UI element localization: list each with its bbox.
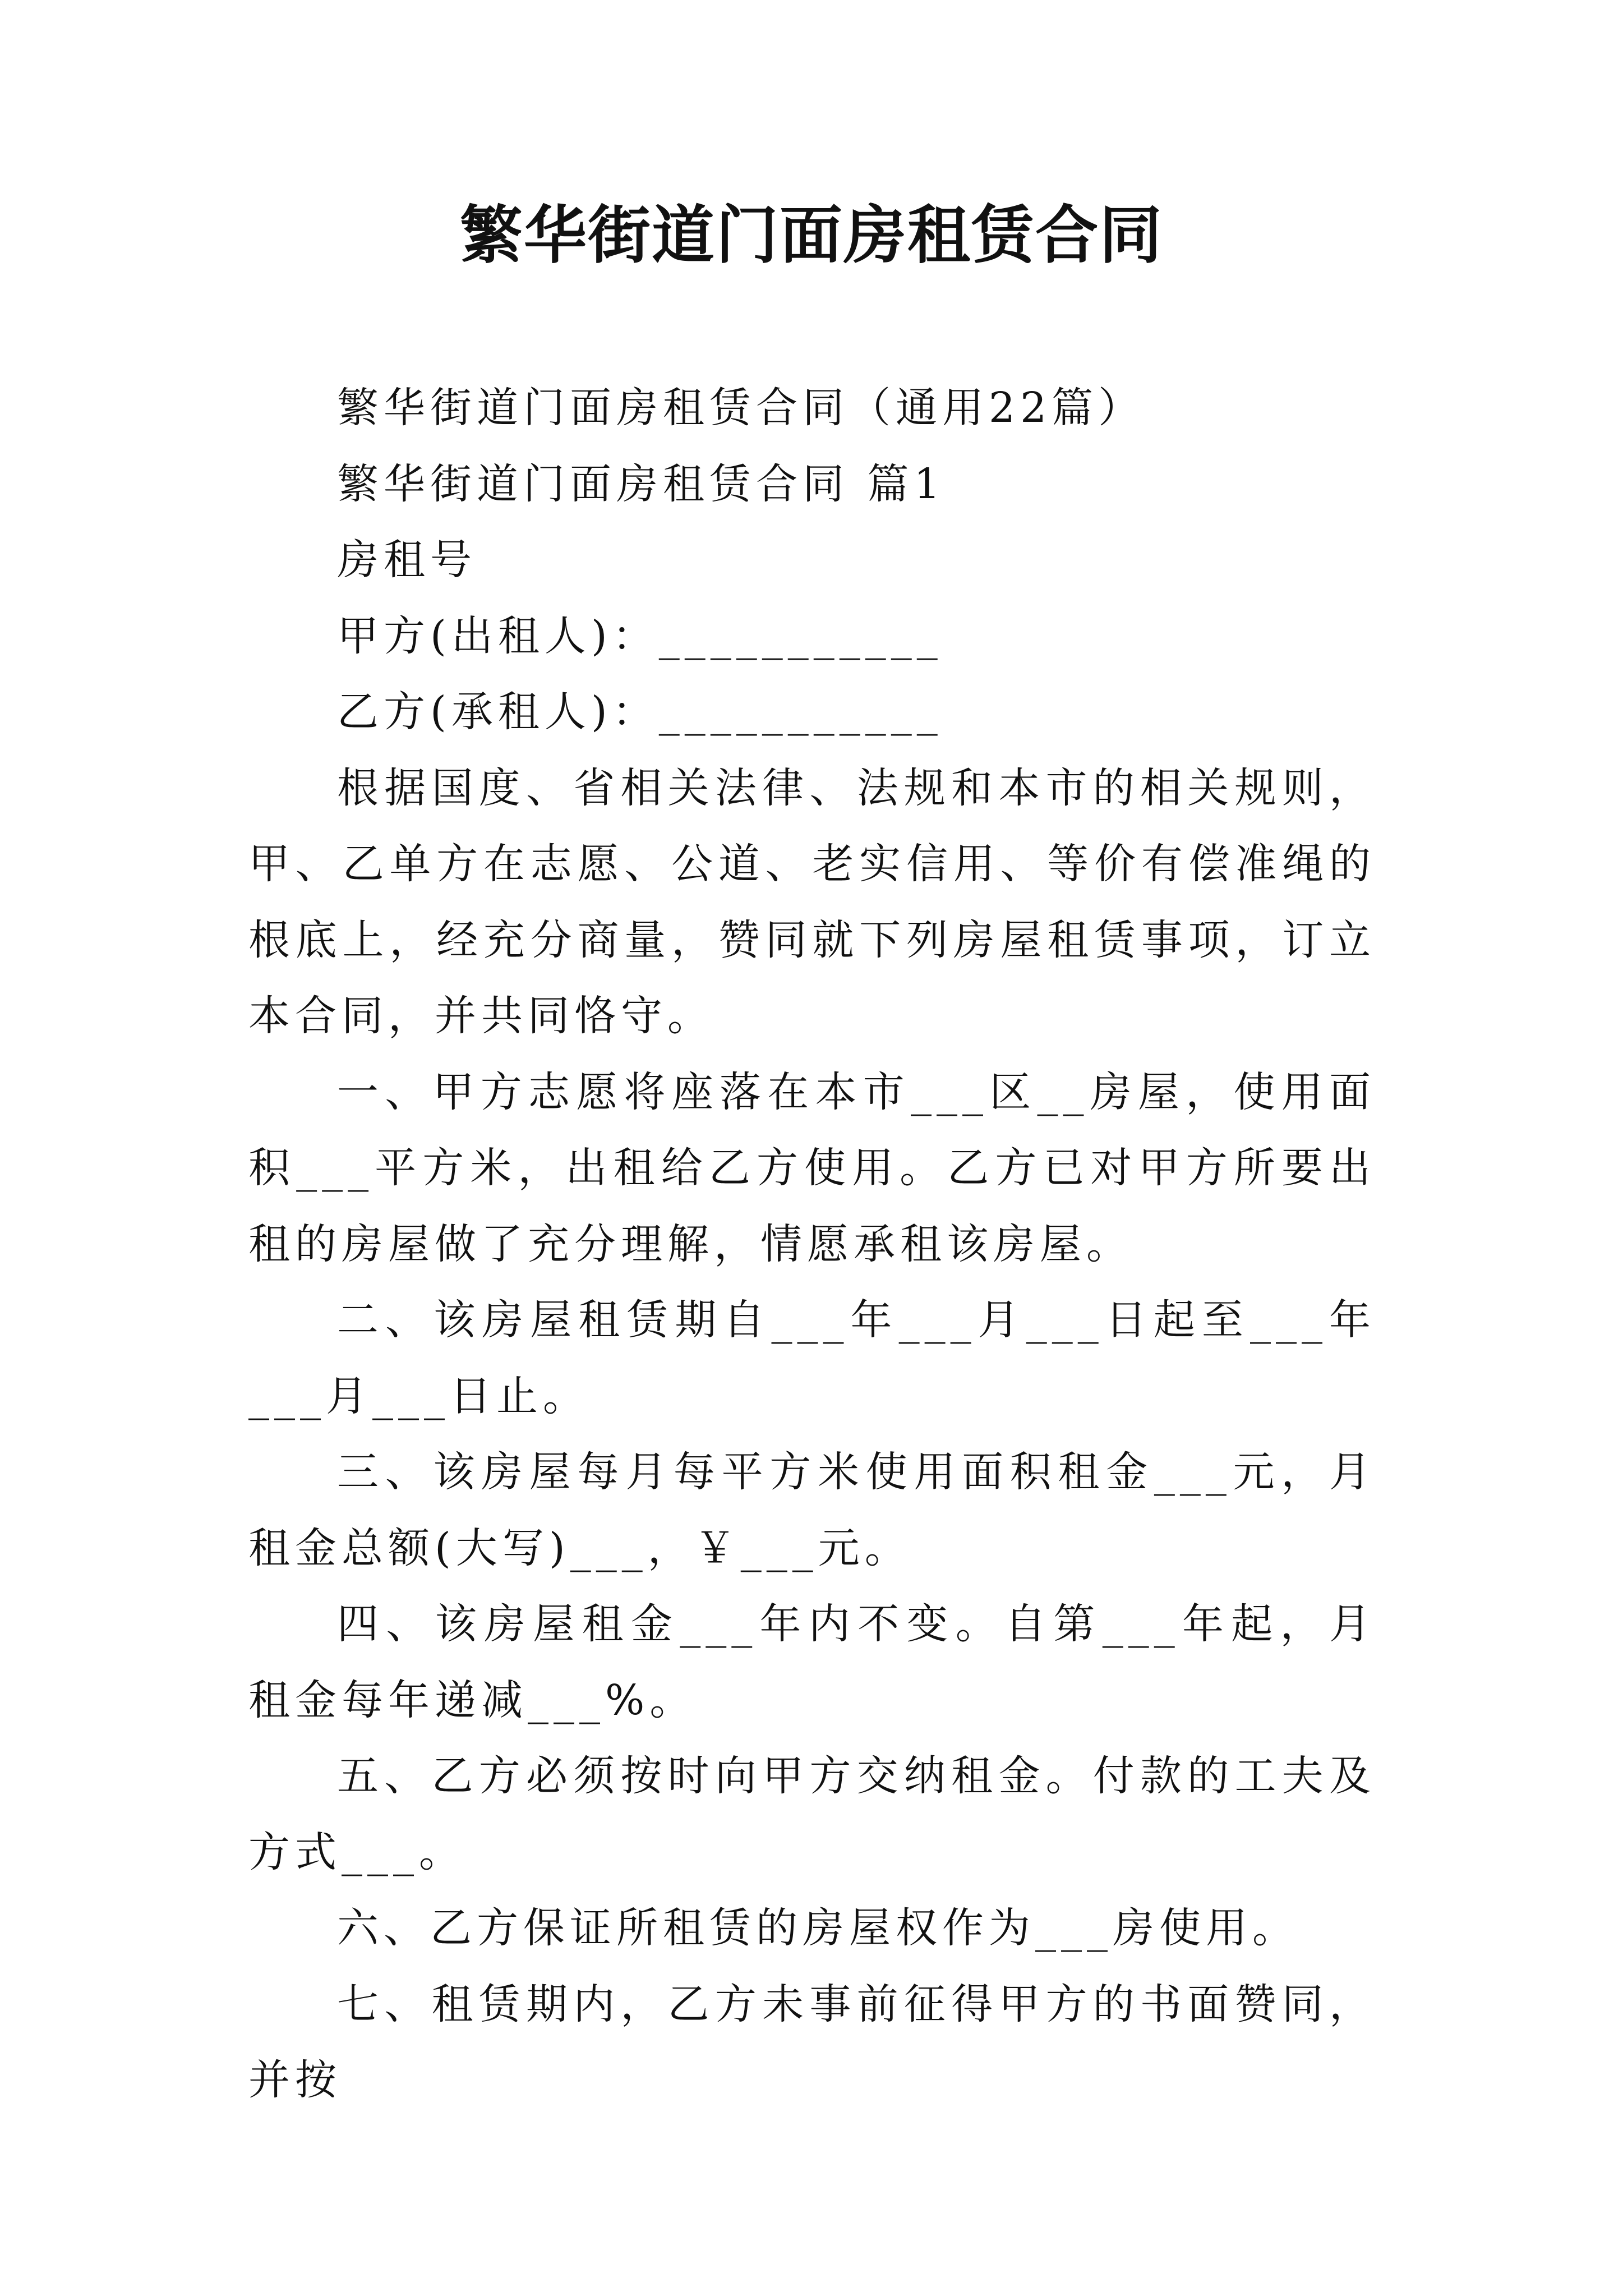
paragraph-clause-2: 二、该房屋租赁期自___年___月___日起至___年___月___日止。 bbox=[248, 1296, 1376, 1420]
paragraph-clause-6: 六、乙方保证所租赁的房屋权作为___房使用。 bbox=[337, 1904, 1299, 1952]
paragraph-section-heading: 繁华街道门面房租赁合同 篇1 bbox=[337, 459, 946, 508]
paragraph-preamble: 根据国度、省相关法律、法规和本市的相关规则，甲、乙单方在志愿、公道、老实信用、等价有偿准绳的根底上，经充分商量，赞同就下列房屋租赁事项，订立本合同，并共同恪守。 bbox=[248, 763, 1376, 1040]
paragraph-clause-1: 一、甲方志愿将座落在本市___区__房屋，使用面积___平方米，出租给乙方使用。乙方已对甲方所要出租的房屋做了充分理解，情愿承租该房屋。 bbox=[248, 1068, 1376, 1268]
paragraph-rent-number: 房租号 bbox=[337, 536, 477, 584]
paragraph-clause-3: 三、该房屋每月每平方米使用面积租金___元，月租金总额(大写)___，￥___元。 bbox=[248, 1448, 1376, 1572]
document-title: 繁华街道门面房租赁合同 bbox=[460, 199, 1163, 272]
paragraph-party-a: 甲方(出租人)：___________ bbox=[337, 611, 943, 660]
paragraph-clause-4: 四、该房屋租金___年内不变。自第___年起，月租金每年递减___%。 bbox=[248, 1600, 1376, 1724]
paragraph-subtitle: 繁华街道门面房租赁合同（通用22篇） bbox=[337, 384, 1145, 432]
document-body bbox=[248, 370, 1376, 2119]
paragraph-party-b: 乙方(承租人)：___________ bbox=[337, 688, 943, 736]
paragraph-clause-7: 七、租赁期内，乙方未事前征得甲方的书面赞同，并按 bbox=[248, 1980, 1376, 2104]
paragraph-clause-5: 五、乙方必须按时向甲方交纳租金。付款的工夫及方式___。 bbox=[248, 1752, 1376, 1876]
